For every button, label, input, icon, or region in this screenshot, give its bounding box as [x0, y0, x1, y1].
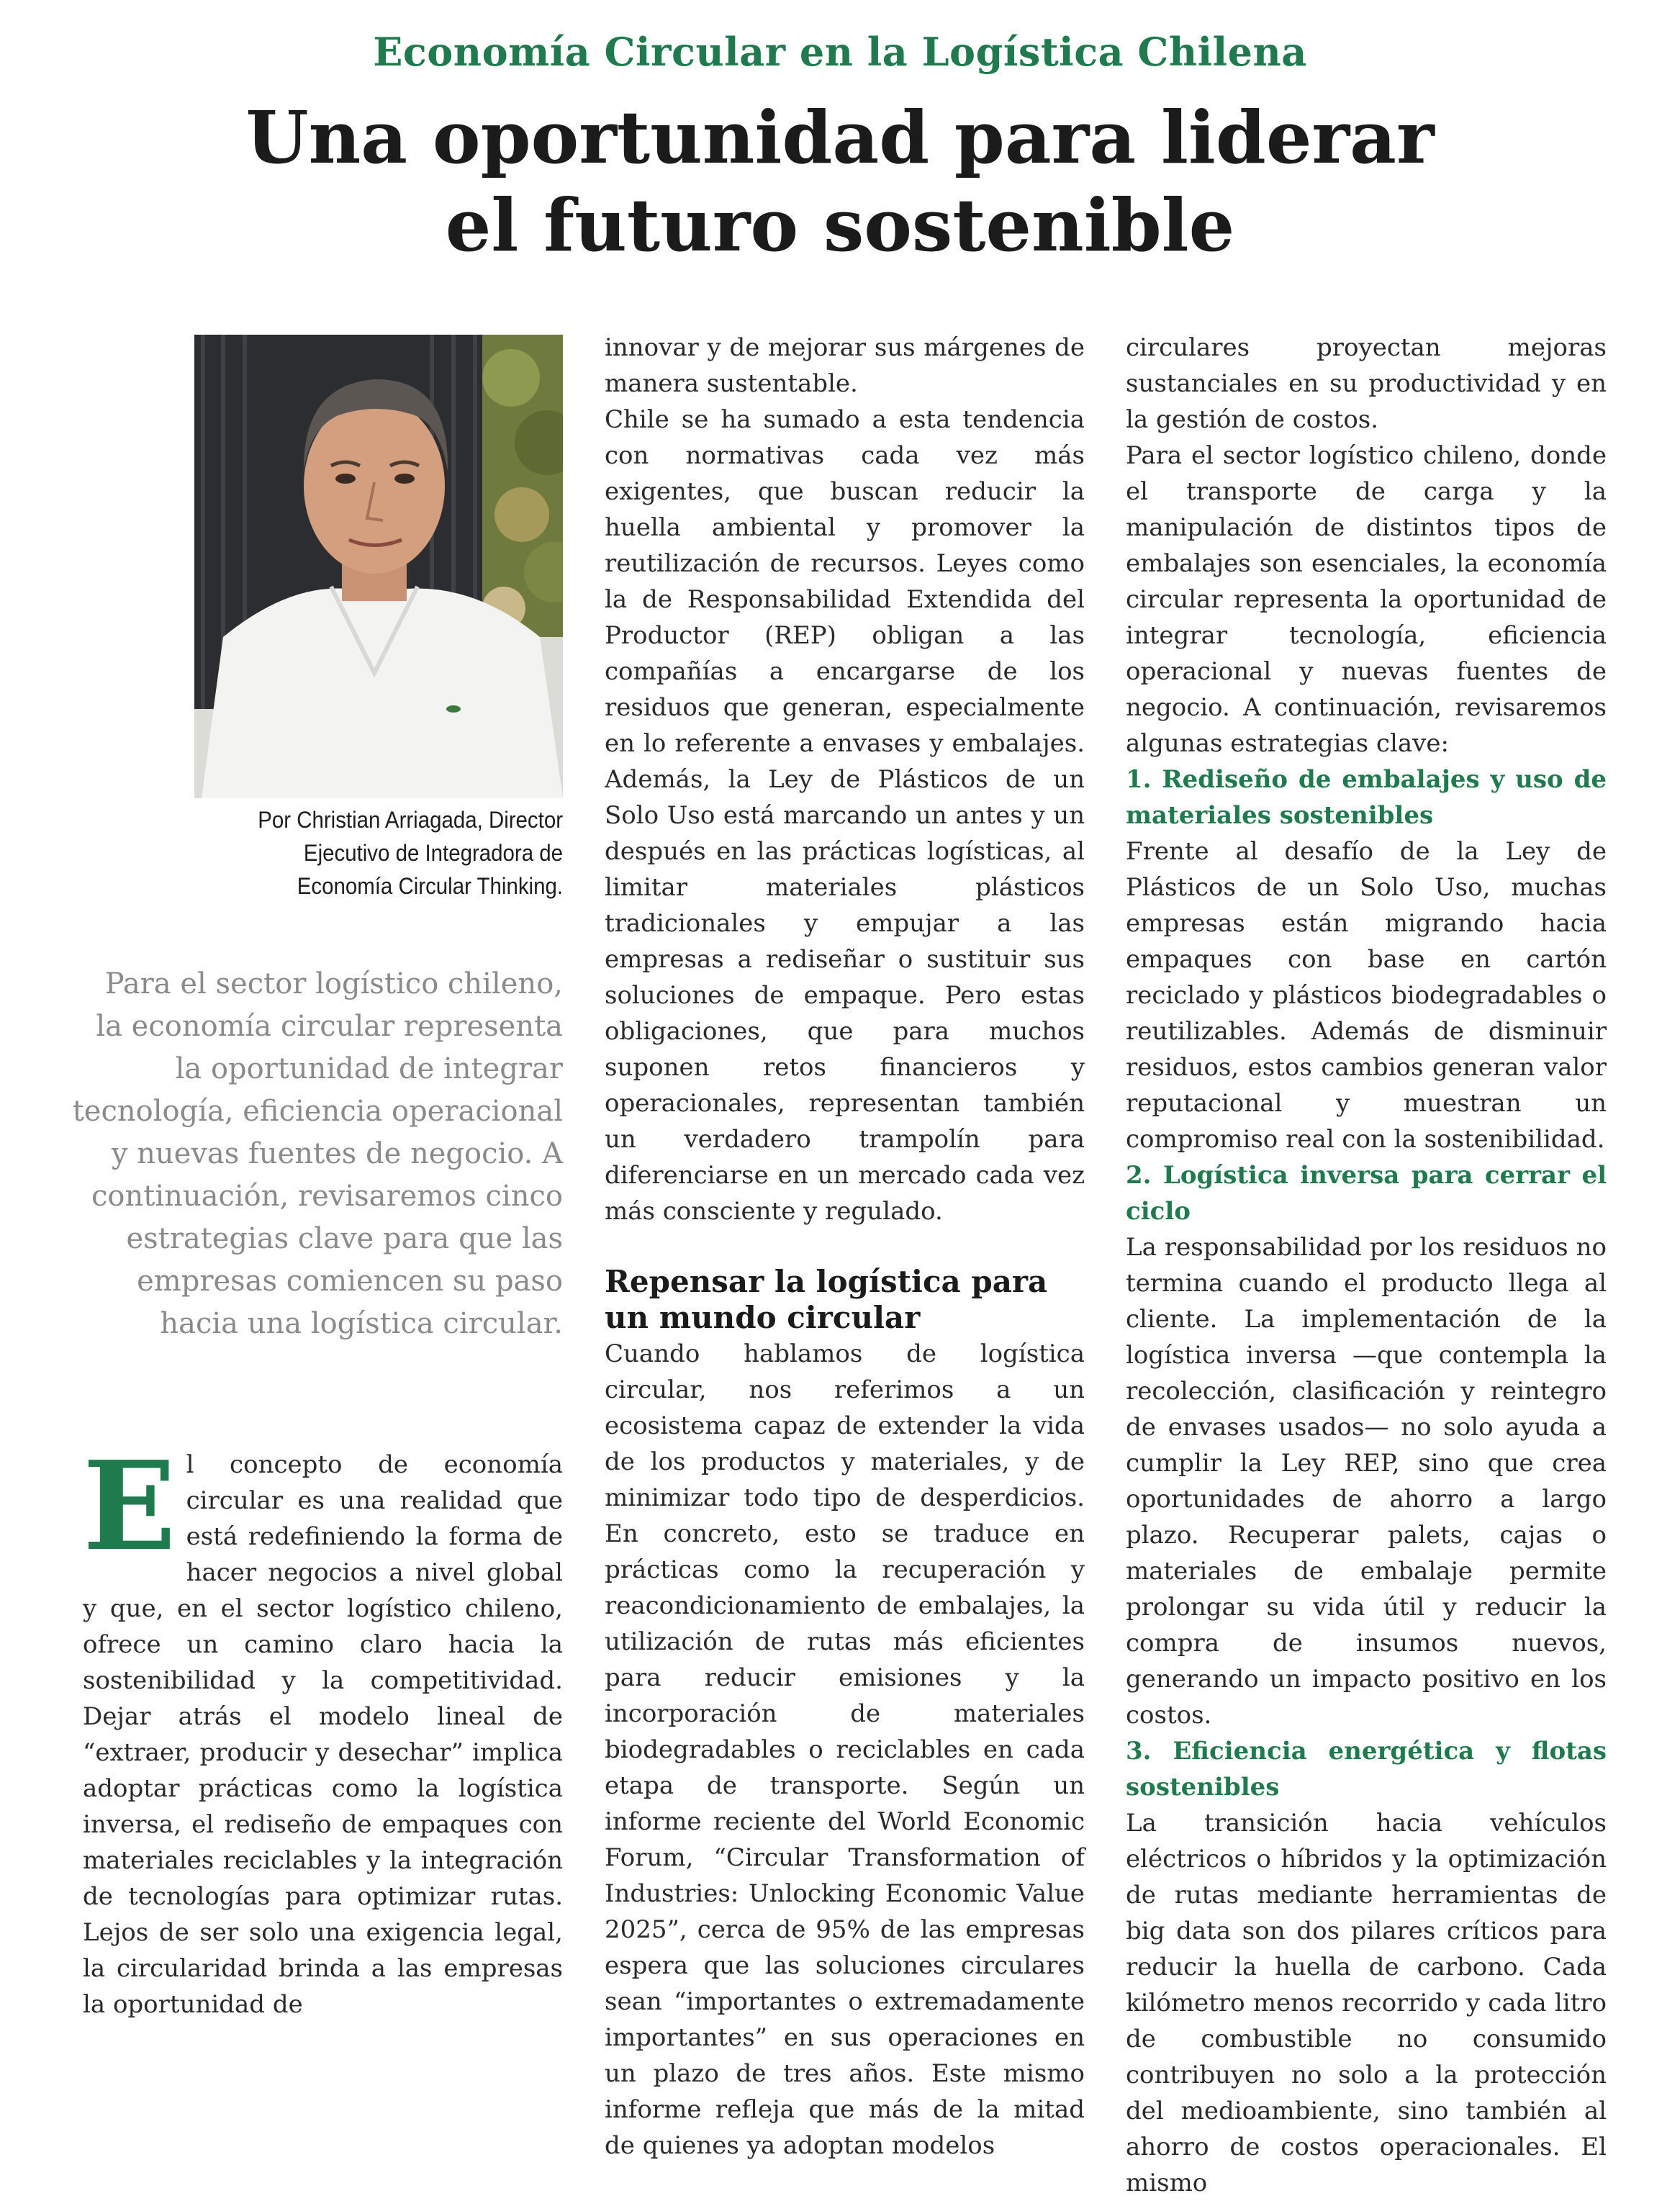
author-photo	[194, 335, 563, 798]
column-1	[83, 1434, 563, 2023]
paragraph: La responsabilidad por los residuos no termina cuando el producto llega al cliente. La implementación de la logística inversa —que contempla la recolección, clasificación y reintegro de envases usados— no solo ayuda a cumplir la Ley REP, sino que crea oportunidades de ahorro a largo plazo. Recuperar palets, cajas o materiales de embalaje permite prolongar su vida útil y reducir la compra de insumos nuevos, generando un impacto positivo en los costos.	[1126, 1233, 1607, 1730]
drop-cap: E	[83, 1434, 176, 1578]
pull-quote: Para el sector logístico chileno, la economía circular representa la oportunidad de integrar tecnología, eficiencia operacional y nuevas fuentes de negocio. A continuación, revisaremos cinco estrategias clave para que las empresas comiencen su paso hacia una logística circular.	[72, 967, 563, 1340]
paragraph: Cuando hablamos de logística circular, nos referimos a un ecosistema capaz de extender la vida de los productos y materiales, y de minimizar todo tipo de desperdicios. En concreto, esto se traduce en prácticas como la recuperación y reacondicionamiento de embalajes, la utilización de rutas más eficientes para reducir emisiones y la incorporación de materiales biodegradables o reciclables en cada etapa de transporte. Según un informe reciente del World Economic Forum, “Circular Transformation of Industries: Unlocking Economic Value 2025”, cerca de 95% de las empresas espera que las soluciones circulares sean “importantes o extremadamente importantes” en sus operaciones en un plazo de tres años. Este mismo informe refleja que más de la mitad de quienes ya adoptan modelos	[605, 1339, 1085, 2160]
article-headline	[0, 94, 1680, 269]
column-3	[1126, 330, 1607, 2201]
caption-line-2: Ejecutivo de Integradora de	[303, 840, 563, 866]
paragraph: Frente al desafío de la Ley de Plásticos de un Solo Uso, muchas empresas están migrando hacia empaques con base en cartón reciclado y plásticos biodegradables o reutilizables. Además de disminuir residuos, estos cambios generan valor reputacional y muestran un compromiso real con la sostenibilidad.	[1126, 837, 1607, 1154]
paragraph: Chile se ha sumado a esta tendencia con normativas cada vez más exigentes, que buscan reducir la huella ambiental y promover la reutilización de recursos. Leyes como la de Responsabilidad Extendida del Productor (REP) obligan a las compañías a encargarse de los residuos que generan, especialmente en lo referente a envases y embalajes. Además, la Ley de Plásticos de un Solo Uso está marcando un antes y un después en las prácticas logísticas, al limitar materiales plásticos tradicionales y empujar a las empresas a rediseñar o sustituir sus soluciones de empaque. Pero estas obligaciones, que para muchos suponen retos financieros y operacionales, representan también un verdadero trampolín para diferenciarse en un mercado cada vez más consciente y regulado.	[605, 405, 1085, 1226]
intro-paragraph	[83, 1434, 563, 2023]
headline-line-2: el futuro sostenible	[445, 183, 1235, 268]
caption-line-3: Economía Circular Thinking.	[297, 873, 563, 899]
intro-text: l concepto de economía circular es una realidad que está redefiniendo la forma de hacer negocios a nivel global y que, en el sector logístico chileno, ofrece un camino claro hacia la sostenibilidad y la competitividad. Dejar atrás el modelo lineal de “extraer, producir y desechar” implica adoptar prácticas como la logística inversa, el rediseño de empaques con materiales reciclables y la integración de tecnologías para optimizar rutas. Lejos de ser solo una exigencia legal, la circularidad brinda a las empresas la oportunidad de	[83, 1450, 563, 2019]
strategy-heading-2: 2. Logística inversa para cerrar el ciclo	[1126, 1161, 1607, 1226]
caption-line-1: Por Christian Arriagada, Director	[258, 807, 563, 833]
section-subhead: Repensar la logística para un mundo circular	[605, 1264, 1048, 1335]
paragraph: La transición hacia vehículos eléctricos o híbridos y la optimización de rutas mediante herramientas de big data son dos pilares críticos para reducir la huella de carbono. Cada kilómetro menos recorrido y cada litro de combustible no consumido contribuyen no solo a la protección del medioambiente, sino también al ahorro de costos operacionales. El mismo	[1126, 1809, 1607, 2197]
strategy-heading-1: 1. Rediseño de embalajes y uso de materiales sostenibles	[1126, 765, 1607, 830]
strategy-heading-3: 3. Eficiencia energética y flotas sostenibles	[1126, 1737, 1607, 1802]
author-caption	[237, 803, 563, 903]
column-2	[605, 330, 1085, 2164]
section-kicker: Economía Circular en la Logística Chilena	[373, 29, 1307, 75]
paragraph: circulares proyectan mejoras sustanciales en su productividad y en la gestión de costos.	[1126, 333, 1607, 434]
paragraph: Para el sector logístico chileno, donde el transporte de carga y la manipulación de distintos tipos de embalajes son esenciales, la economía circular representa la oportunidad de integrar tecnología, eficiencia operacional y nuevas fuentes de negocio. A continuación, revisaremos algunas estrategias clave:	[1126, 441, 1607, 758]
headline-line-1: Una oportunidad para liderar	[245, 95, 1435, 180]
paragraph: innovar y de mejorar sus márgenes de manera sustentable.	[605, 333, 1085, 398]
